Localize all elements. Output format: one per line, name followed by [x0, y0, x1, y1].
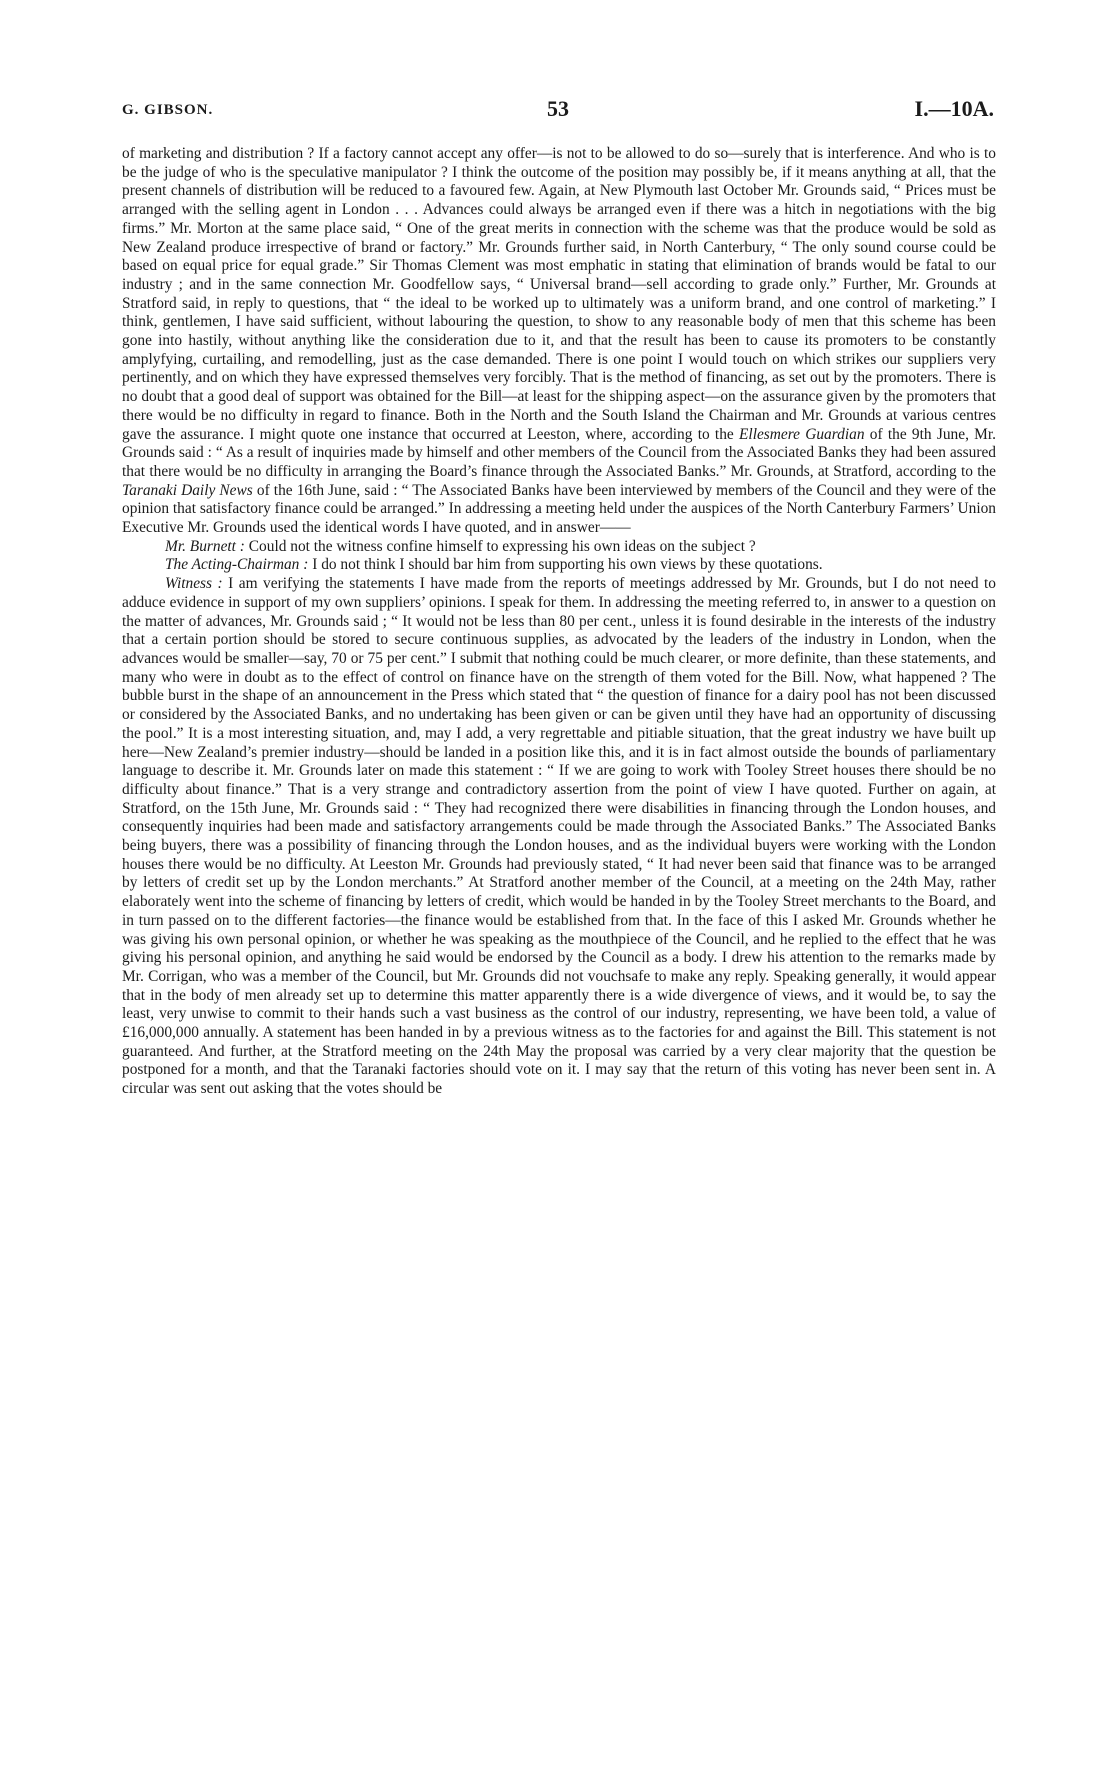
header-witness-name: G. GIBSON.: [122, 102, 214, 118]
paragraph-burnett: Mr. Burnett : Could not the witness confine himself to expressing his own ideas on the subject ?: [165, 537, 756, 555]
italic-ellesmere-guardian: Ellesmere Guardian: [739, 425, 865, 443]
italic-taranaki-daily-news: Taranaki Daily News: [122, 481, 253, 499]
page-number: 53: [547, 96, 569, 121]
document-reference: I.—10A.: [914, 96, 994, 121]
speaker-label: Witness :: [165, 575, 223, 593]
speaker-label: Mr. Burnett :: [165, 537, 245, 555]
paragraph-1: of marketing and distribution ? If a factory cannot accept any offer—is not to be allowed to do so—surely that is interference. And who is to be the judge of who is the speculative manipulator ? I think the outcome of the position may possibly be, if it means anything at all, that the present channels of distribution will be reduced to a favoured few. Again, at New Plymouth last October Mr. Grounds said, “ Prices must be arranged with the selling agent in London . . . Advances could always be arranged even if there was a hitch in negotiations with the big firms.” Mr. Morton at the same place said, “ One of the great merits in connection with the scheme was that the produce would be sold as New Zealand produce irrespective of brand or factory.” Mr. Grounds further said, in North Canterbury, “ The only sound course could be based on equal price for equal grade.” Sir Thomas Clement was most emphatic in stating that elimination of brands would be fatal to our industry ; and in the same connection Mr. Goodfellow says, “ Universal brand—sell according to grade only.” Further, Mr. Grounds at Stratford said, in reply to questions, that “ the ideal to be worked up to ultimately was a uniform brand, and one control of marketing.” I think, gentlemen, I have said sufficient, without labouring the question, to show to any reasonable body of men that this scheme has been gone into hastily, without anything like the consideration due to it, and that the result has been to cause its promoters to be constantly amplyfying, curtailing, and remodelling, just as the case demanded. There is one point I would touch on which strikes our suppliers very pertinently, and on which they have expressed themselves very forcibly. That is the method of financing, as set out by the promoters. There is no doubt that a good deal of support was obtained for the Bill—at least for the shipping aspect—on the assurance given by the promoters that there would be no difficulty in regard to finance. Both in the North and the South Island the Chairman and Mr. Grounds at various centres gave the assurance. I might quote one instance that occurred at Leeston, where, according to the Ellesmere Guardian of the 9th June, Mr. Grounds said : “ As a result of inquiries made by himself and other members of the Council from the Associated Banks they had been assured that there would be no difficulty in arranging the Board’s finance through the Associated Banks.” Mr. Grounds, at Stratford, according to the Taranaki Daily News of the 16th June, said : “ The Associated Banks have been interviewed by members of the Council and they were of the opinion that satisfactory finance could be arranged.” In addressing a meeting held under the auspices of the North Canterbury Farmers’ Union Executive Mr. Grounds used the identical words I have quoted, and in answer——: [122, 145, 997, 537]
paragraph-acting-chairman: The Acting-Chairman : I do not think I should bar him from supporting his own views by these quotations.: [165, 556, 823, 574]
speaker-label: The Acting-Chairman :: [165, 556, 309, 574]
paragraph-witness: Witness : I am verifying the statements I have made from the reports of meetings addressed by Mr. Grounds, but I do not need to adduce evidence in support of my own suppliers’ opinions. I speak for them. In addressing the meeting referred to, in answer to a question on the matter of advances, Mr. Grounds said ; “ It would not be less than 80 per cent., unless it is found desirable in the interests of the industry that a certain portion should be stored to secure continuous supplies, as advocated by the leaders of the industry in London, when the advances would be smaller—say, 70 or 75 per cent.” I submit that nothing could be much clearer, or more definite, than these statements, and many who were in doubt as to the effect of control on finance have on the strength of them voted for the Bill. Now, what happened ? The bubble burst in the shape of an announcement in the Press which stated that “ the question of finance for a dairy pool has not been discussed or considered by the Associated Banks, and no undertaking has been given or can be given until they have had an opportunity of discussing the pool.” It is a most interesting situation, and, may I add, a very regrettable and pitiable situation, that the great industry we have built up here—New Zealand’s premier industry—should be landed in a position like this, and it is in fact almost outside the bounds of parliamentary language to describe it. Mr. Grounds later on made this statement : “ If we are going to work with Tooley Street houses there should be no difficulty about finance.” That is a very strange and contradictory assertion from the point of view I have quoted. Further on again, at Stratford, on the 15th June, Mr. Grounds said : “ They had recognized there were disabilities in financing through the London houses, and consequently inquiries had been made and satisfactory arrangements could be made through the Associated Banks.” The Associated Banks being buyers, there was a possibility of financing through the London houses, and as the individual buyers were working with the London houses there would be no difficulty. At Leeston Mr. Grounds had previously stated, “ It had never been said that finance was to be arranged by letters of credit set up by the London merchants.” At Stratford another member of the Council, at a meeting on the 24th May, rather elaborately went into the scheme of financing by letters of credit, which would be handed in by the Tooley Street merchants to the Board, and in turn passed on to the different factories—the finance would be established from that. In the face of this I asked Mr. Grounds whether he was giving his own personal opinion, or whether he was speaking as the mouthpiece of the Council, and he replied to the effect that he was giving his personal opinion, and anything he said would be endorsed by the Council as a body. I drew his attention to the remarks made by Mr. Corrigan, who was a member of the Council, but Mr. Grounds did not vouchsafe to make any reply. Speaking generally, it would appear that in the body of men already set up to determine this matter apparently there is a wide divergence of views, and it would be, to say the least, very unwise to commit to their hands such a vast business as the control of our industry, representing, we have been told, a value of £16,000,000 annually. A statement has been handed in by a previous witness as to the factories for and against the Bill. This statement is not guaranteed. And further, at the Stratford meeting on the 24th May the proposal was carried by a very clear majority that the question be postponed for a month, and that the Taranaki factories should vote on it. I may say that the return of this voting has never been sent in. A circular was sent out asking that the votes should be: [122, 575, 996, 1098]
body-text: [122, 145, 996, 1099]
page-header: [122, 96, 994, 126]
